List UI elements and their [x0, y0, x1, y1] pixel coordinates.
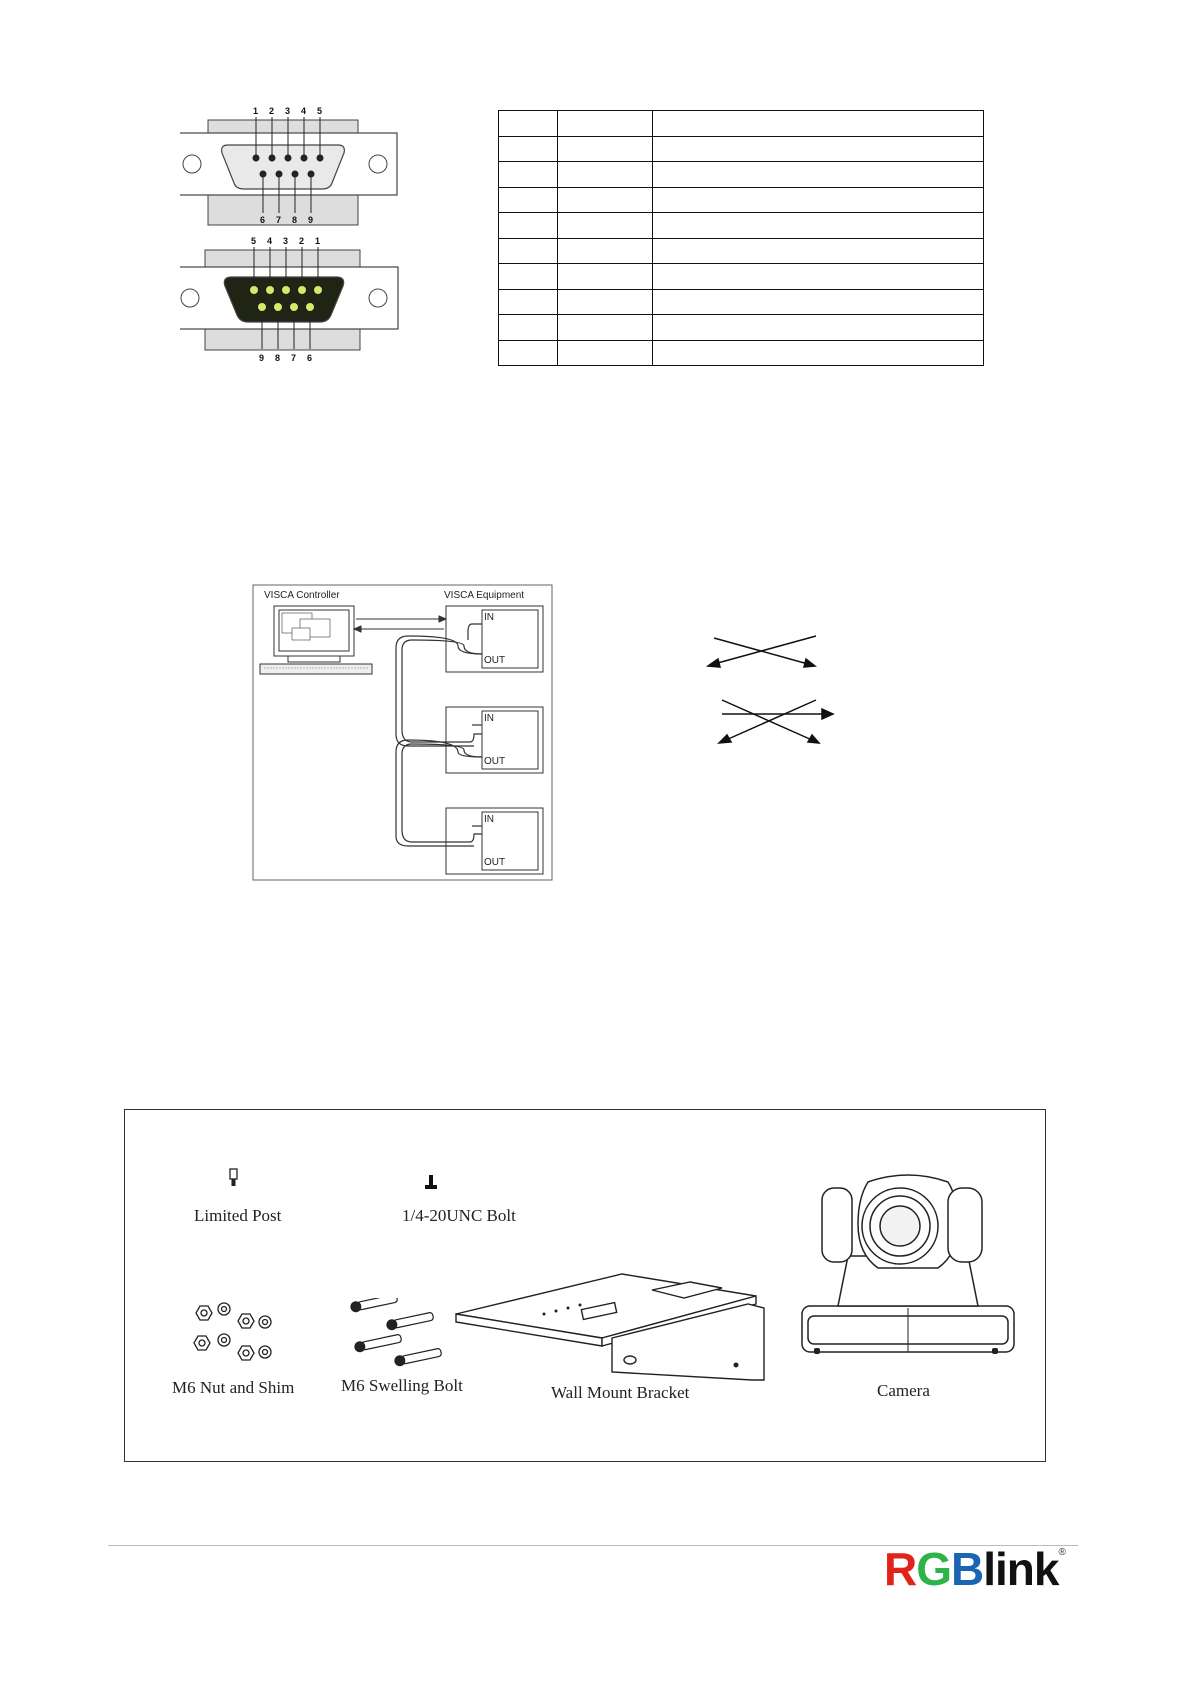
- table-row: [499, 340, 984, 366]
- table-cell: [499, 264, 558, 290]
- camera-caption: Camera: [877, 1381, 930, 1400]
- table-row: [499, 213, 984, 239]
- table-row: [499, 187, 984, 213]
- pin-label: 9: [259, 353, 265, 363]
- table-cell: [499, 162, 558, 188]
- rgblink-logo: [884, 1543, 1065, 1595]
- table-row: [499, 111, 984, 137]
- visca-controller-label: VISCA Controller: [264, 590, 340, 601]
- table-cell: [558, 289, 653, 315]
- table-cell: [653, 136, 984, 162]
- table-cell: [499, 213, 558, 239]
- crossover-wiring-arrows: [700, 628, 840, 752]
- unc-bolt-icon: [424, 1174, 438, 1192]
- table-row: [499, 315, 984, 341]
- table-cell: [558, 136, 653, 162]
- table-cell: [653, 111, 984, 137]
- pin-label: 5: [317, 106, 323, 116]
- pin-label: 6: [260, 215, 266, 225]
- pin-label: 8: [292, 215, 298, 225]
- pin-label: 7: [291, 353, 297, 363]
- visca-equipment-unit: [446, 808, 543, 874]
- table-row: [499, 238, 984, 264]
- table-cell: [558, 238, 653, 264]
- table-cell: [499, 340, 558, 366]
- table-cell: [499, 136, 558, 162]
- table-row: [499, 264, 984, 290]
- table-cell: [653, 289, 984, 315]
- db9-male-connector: [180, 106, 397, 225]
- unc-bolt-caption: 1/4-20UNC Bolt: [402, 1206, 516, 1225]
- m6-swelling-bolt-caption: M6 Swelling Bolt: [341, 1376, 463, 1395]
- pin-label: 4: [301, 106, 307, 116]
- in-label: IN: [484, 612, 494, 623]
- visca-equipment-unit: [446, 606, 543, 672]
- table-cell: [558, 187, 653, 213]
- table-row: [499, 289, 984, 315]
- pin-label: 1: [253, 106, 259, 116]
- table-cell: [653, 315, 984, 341]
- m6-nut-shim-icon: [188, 1300, 278, 1372]
- table-cell: [499, 111, 558, 137]
- table-cell: [499, 289, 558, 315]
- pin-label: 1: [315, 236, 321, 246]
- in-label: IN: [484, 713, 494, 724]
- visca-equipment-unit: [446, 707, 543, 773]
- table-cell: [558, 264, 653, 290]
- pin-label: 6: [307, 353, 313, 363]
- table-cell: [558, 315, 653, 341]
- table-cell: [653, 340, 984, 366]
- m6-swelling-bolt-icon: [346, 1298, 442, 1376]
- pin-label: 7: [276, 215, 282, 225]
- ptz-camera-icon: [798, 1168, 1018, 1364]
- table-row: [499, 136, 984, 162]
- logo-letter-r: R: [884, 1543, 917, 1595]
- table-cell: [558, 213, 653, 239]
- table-cell: [653, 187, 984, 213]
- pin-label: 5: [251, 236, 257, 246]
- pin-label: 2: [299, 236, 305, 246]
- out-label: OUT: [484, 857, 506, 868]
- table-cell: [653, 264, 984, 290]
- table-cell: [499, 315, 558, 341]
- pin-label: 8: [275, 353, 281, 363]
- table-cell: [499, 187, 558, 213]
- pin-definition-table: [498, 110, 984, 366]
- out-label: OUT: [484, 756, 506, 767]
- table-cell: [653, 162, 984, 188]
- limited-post-icon: [228, 1168, 240, 1188]
- pin-label: 3: [283, 236, 289, 246]
- in-label: IN: [484, 814, 494, 825]
- pin-label: 3: [285, 106, 291, 116]
- m6-nut-shim-caption: M6 Nut and Shim: [172, 1378, 295, 1397]
- wall-mount-bracket-icon: [452, 1268, 768, 1388]
- wall-mount-bracket-caption: Wall Mount Bracket: [551, 1383, 690, 1402]
- table-cell: [558, 340, 653, 366]
- logo-text-link: link: [983, 1543, 1059, 1595]
- visca-equipment-label: VISCA Equipment: [444, 590, 525, 601]
- pin-label: 4: [267, 236, 273, 246]
- pin-label: 9: [308, 215, 314, 225]
- db9-connectors-figure: [180, 105, 440, 395]
- db9-female-connector: [180, 236, 398, 363]
- table-cell: [653, 213, 984, 239]
- table-cell: [558, 111, 653, 137]
- table-cell: [558, 162, 653, 188]
- limited-post-caption: Limited Post: [194, 1206, 282, 1225]
- logo-letter-b: B: [951, 1543, 984, 1595]
- out-label: OUT: [484, 655, 506, 666]
- registered-mark: ®: [1058, 1547, 1065, 1558]
- table-row: [499, 162, 984, 188]
- logo-letter-g: G: [916, 1543, 952, 1595]
- table-cell: [499, 238, 558, 264]
- visca-daisy-chain-diagram: [252, 584, 554, 882]
- pin-label: 2: [269, 106, 275, 116]
- table-cell: [653, 238, 984, 264]
